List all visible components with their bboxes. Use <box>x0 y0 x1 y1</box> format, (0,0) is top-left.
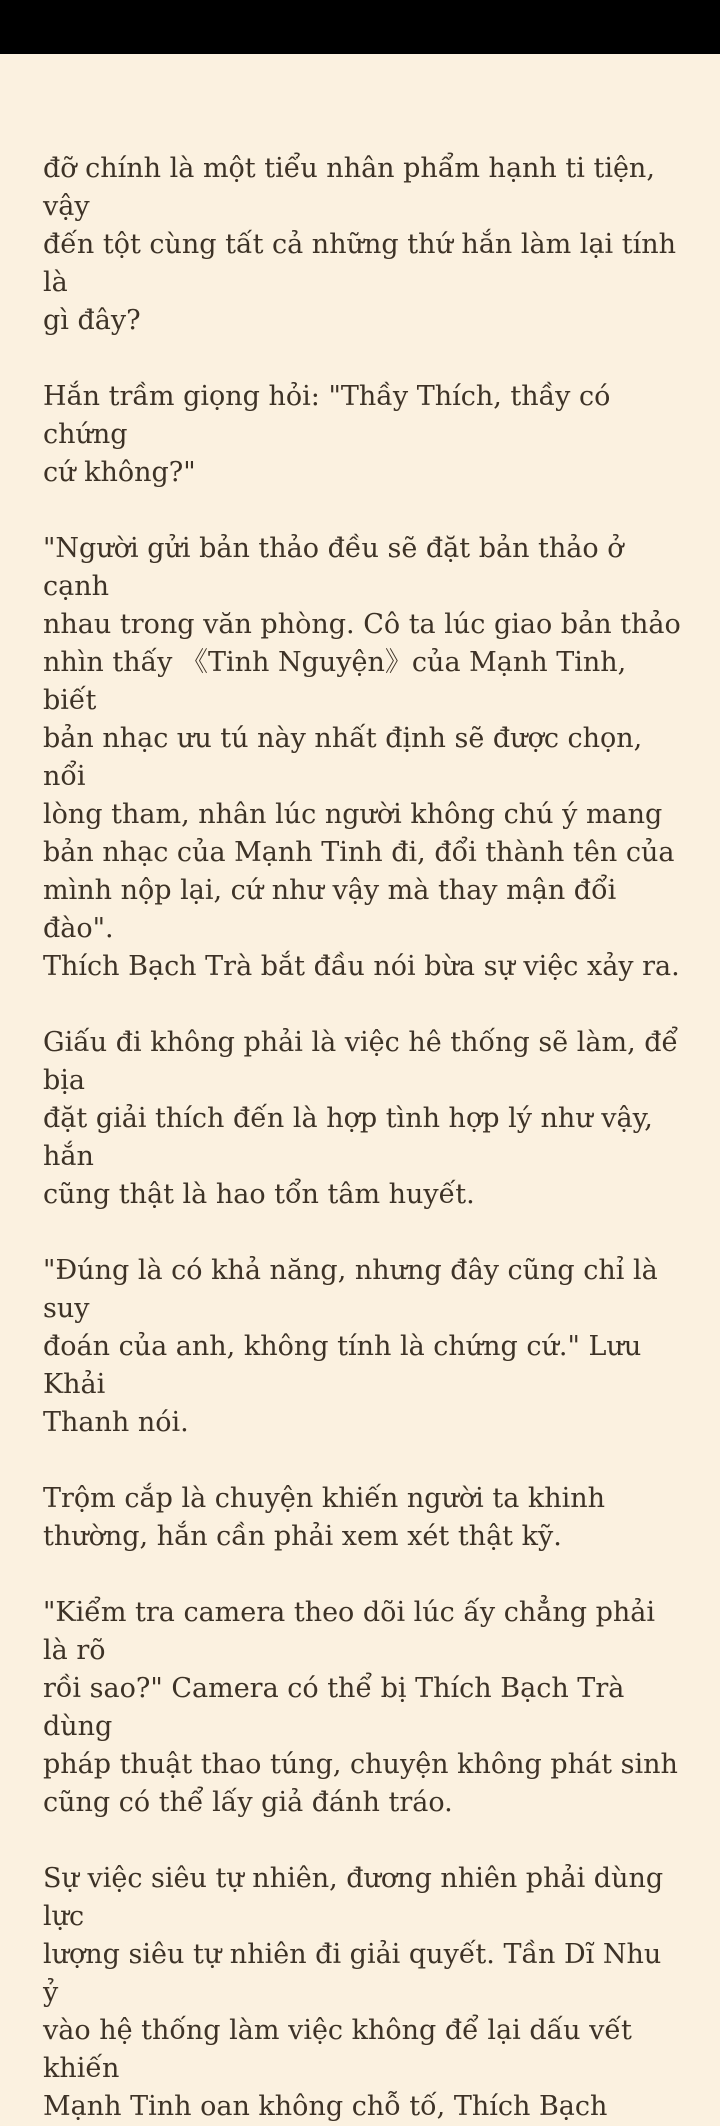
paragraph: Sự việc siêu tự nhiên, đương nhiên phải dùng lực lượng siêu tự nhiên đi giải quyết. Tần Dĩ Nhu ỷ vào hệ thống làm việc không để lại dấu vết khiến Mạnh Tinh oan không chỗ tố, Thích Bạch <box>43 1863 664 2122</box>
paragraph: Trộm cắp là chuyện khiến người ta khinh thường, hắn cần phải xem xét thật kỹ. <box>43 1483 606 1552</box>
paragraph: Giấu đi không phải là việc hê thống sẽ làm, để bịa đặt giải thích đến là hợp tình hợp lý như vậy, hắn cũng thật là hao tổn tâm huyết. <box>43 1027 679 1210</box>
paragraph: đỡ chính là một tiểu nhân phẩm hạnh ti tiện, vậy đến tột cùng tất cả những thứ hắn làm lại tính là gì đây? <box>43 153 677 336</box>
status-bar <box>0 0 720 54</box>
reader-page[interactable] <box>0 54 720 2122</box>
paragraph: "Đúng là có khả năng, nhưng đây cũng chỉ là suy đoán của anh, không tính là chứng cứ." Lưu Khải Thanh nói. <box>43 1255 658 1438</box>
paragraph: "Kiểm tra camera theo dõi lúc ấy chẳng phải là rõ rồi sao?" Camera có thể bị Thích Bạch Trà dùng pháp thuật thao túng, chuyện không phát sinh cũng có thể lấy giả đánh tráo. <box>43 1597 678 1818</box>
paragraph: "Người gửi bản thảo đều sẽ đặt bản thảo ở cạnh nhau trong văn phòng. Cô ta lúc giao bản thảo nhìn thấy 《Tinh Nguyện》của Mạnh Tinh, biết bản nhạc ưu tú này nhất định sẽ được chọn, nổi lòng tham, nhân lúc người không chú ý mang bản nhạc của Mạnh Tinh đi, đổi thành tên của mình nộp lại, cứ như vậy mà thay mận đổi đào". Thích Bạch Trà bắt đầu nói bừa sự việc xảy ra. <box>43 533 681 982</box>
paragraph: Hắn trầm giọng hỏi: "Thầy Thích, thầy có chứng cứ không?" <box>43 381 611 488</box>
chapter-text <box>43 150 683 2122</box>
